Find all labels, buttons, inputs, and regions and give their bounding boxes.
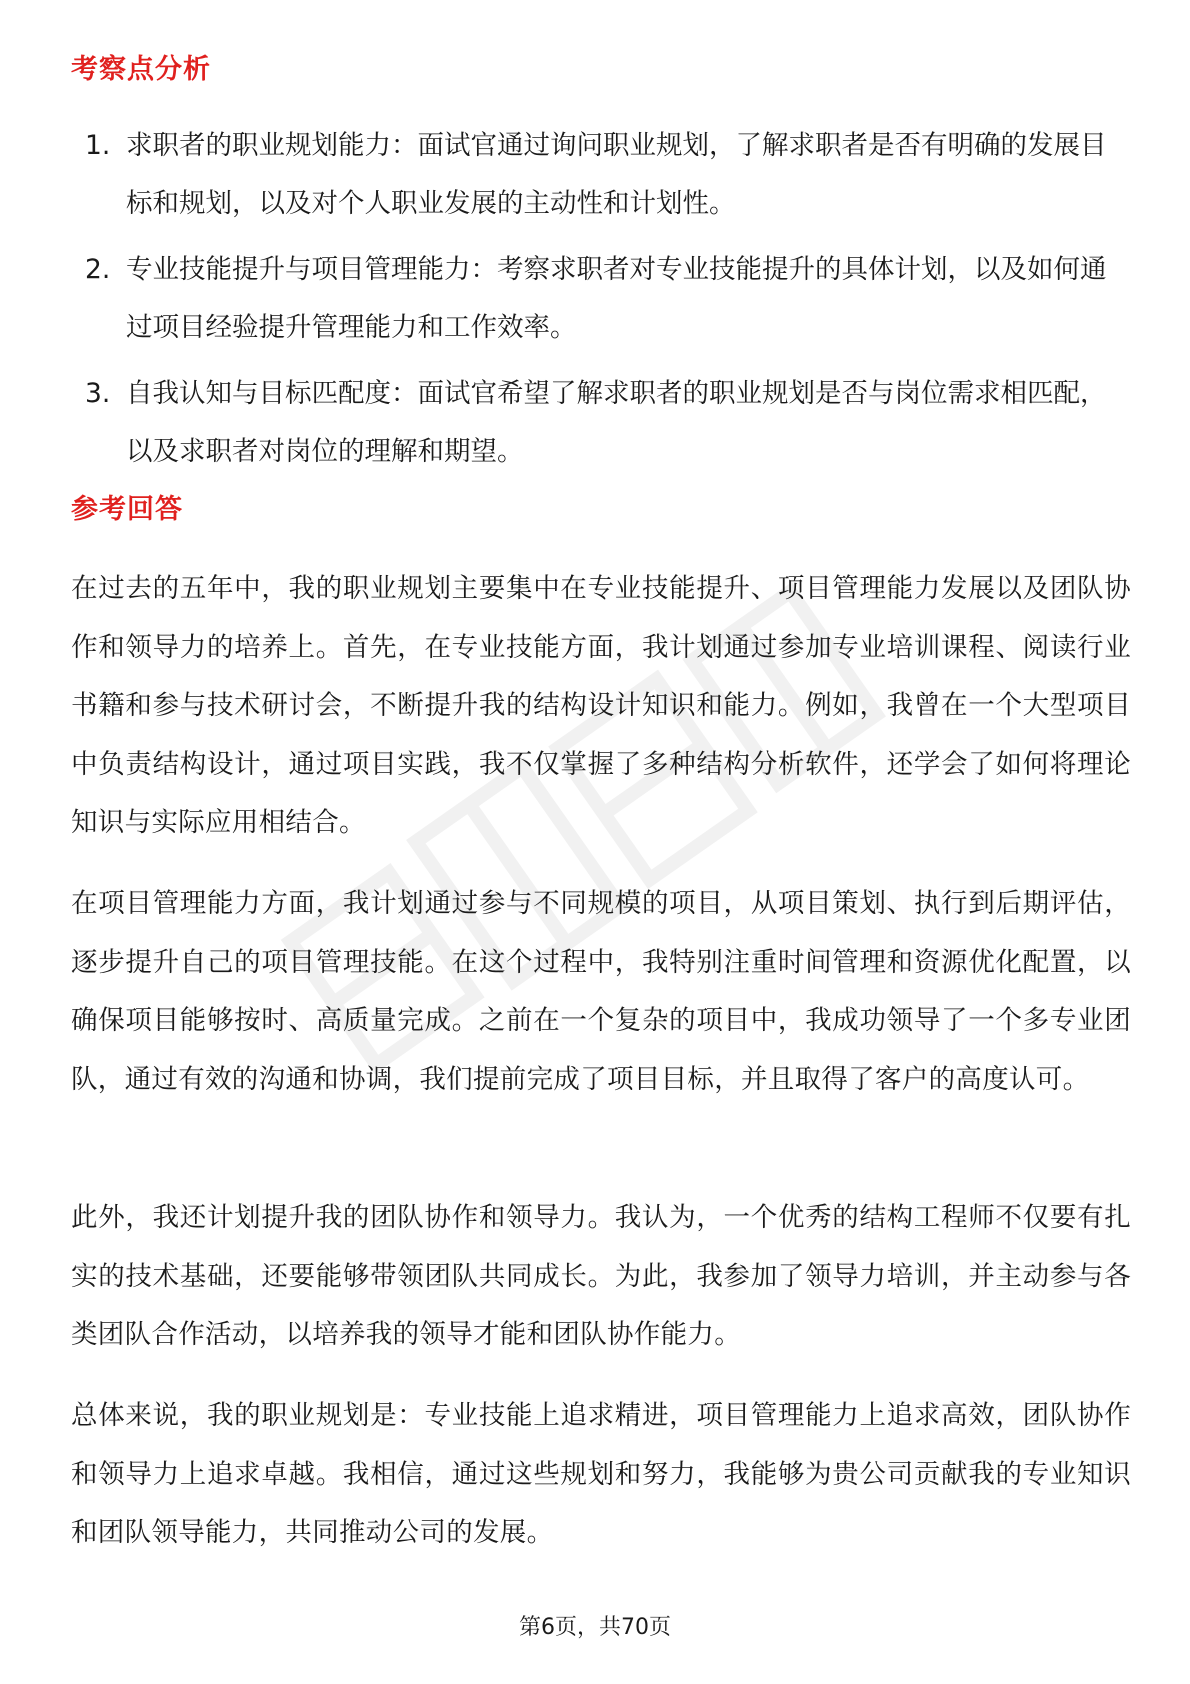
list-item [71, 117, 1131, 233]
list-item [71, 241, 1131, 357]
answer-paragraph: 此外，我还计划提升我的团队协作和领导力。我认为，一个优秀的结构工程师不仅要有扎实的技术基础，还要能够带领团队共同成长。为此，我参加了领导力培训，并主动参与各类团队合作活动，以培养我的领导才能和团队协作能力。 [71, 1202, 1131, 1350]
list-item-number: 1. [85, 130, 111, 161]
answer-paragraph: 在项目管理能力方面，我计划通过参与不同规模的项目，从项目策划、执行到后期评估，逐步提升自己的项目管理技能。在这个过程中，我特别注重时间管理和资源优化配置，以确保项目能够按时、高质量完成。之前在一个复杂的项目中，我成功领导了一个多专业团队，通过有效的沟通和协调，我们提前完成了项目目标，并且取得了客户的高度认可。 [71, 888, 1131, 1095]
answer-paragraph: 在过去的五年中，我的职业规划主要集中在专业技能提升、项目管理能力发展以及团队协作和领导力的培养上。首先，在专业技能方面，我计划通过参加专业培训课程、阅读行业书籍和参与技术研讨会，不断提升我的结构设计知识和能力。例如，我曾在一个大型项目中负责结构设计，通过项目实践，我不仅掌握了多种结构分析软件，还学会了如何将理论知识与实际应用相结合。 [71, 573, 1131, 838]
section-title-answer: 参考回答 [71, 494, 183, 525]
list-item-text: 自我认知与目标匹配度：面试官希望了解求职者的职业规划是否与岗位需求相匹配，以及求职者对岗位的理解和期望。 [126, 378, 1107, 467]
page-number-footer: 第6页，共70页 [519, 1615, 671, 1640]
list-item-number: 3. [85, 378, 111, 409]
list-item-number: 2. [85, 254, 111, 285]
answer-paragraph: 总体来说，我的职业规划是：专业技能上追求精进，项目管理能力上追求高效，团队协作和领导力上追求卓越。我相信，通过这些规划和努力，我能够为贵公司贡献我的专业知识和团队领导能力，共同推动公司的发展。 [71, 1400, 1131, 1548]
list-item-text: 专业技能提升与项目管理能力：考察求职者对专业技能提升的具体计划，以及如何通过项目经验提升管理能力和工作效率。 [126, 254, 1107, 343]
section-title-analysis: 考察点分析 [71, 54, 211, 85]
list-item [71, 365, 1131, 481]
analysis-list [71, 117, 1131, 489]
list-item-text: 求职者的职业规划能力：面试官通过询问职业规划，了解求职者是否有明确的发展目标和规划，以及对个人职业发展的主动性和计划性。 [126, 130, 1107, 219]
